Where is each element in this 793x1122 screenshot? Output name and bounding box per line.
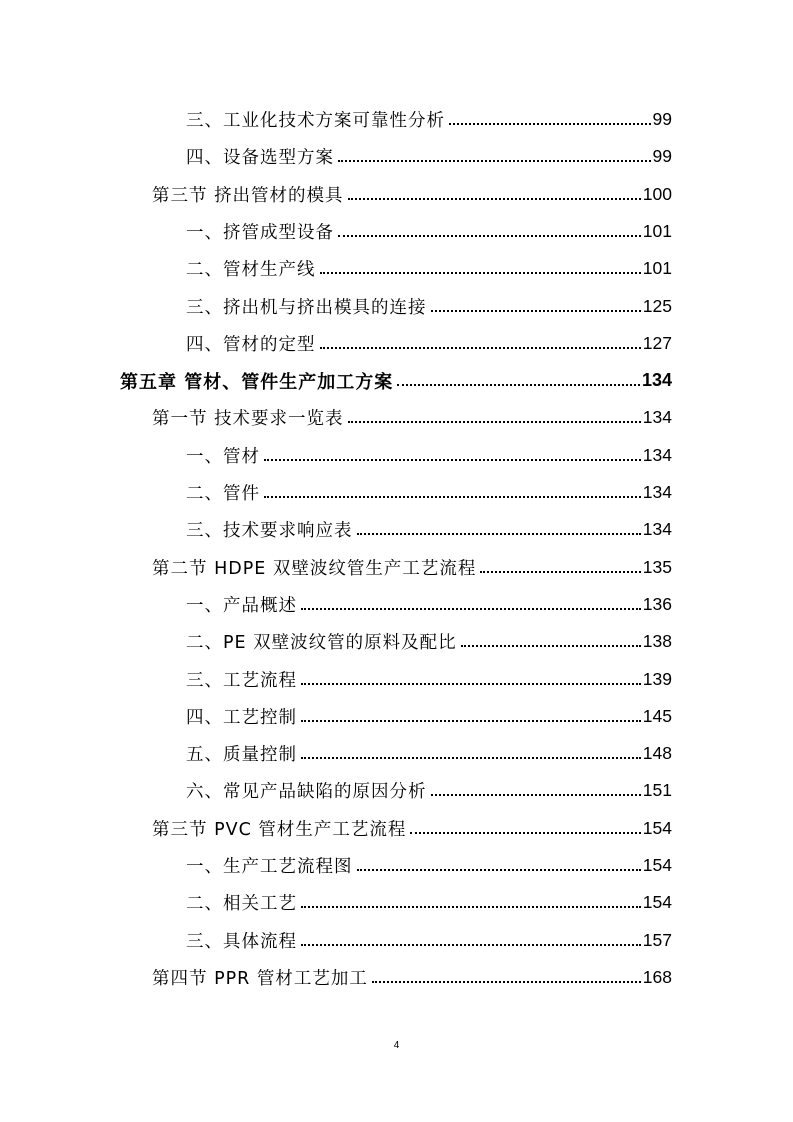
page-number: 4 bbox=[393, 1040, 400, 1051]
toc-subsection-entry[interactable] bbox=[186, 772, 672, 809]
toc-entry-page: 135 bbox=[642, 556, 672, 577]
toc-entry-title: 二、管件 bbox=[186, 484, 260, 504]
toc-section-entry[interactable] bbox=[152, 959, 672, 996]
toc-entry-title: 二、PE 双壁波纹管的原料及配比 bbox=[186, 633, 457, 654]
dot-leader bbox=[301, 683, 641, 685]
toc-entry-title: 三、挤出机与挤出模具的连接 bbox=[186, 297, 427, 318]
dot-leader bbox=[348, 198, 641, 200]
toc-entry-page: 139 bbox=[642, 668, 672, 689]
toc-entry-page: 134 bbox=[642, 407, 672, 428]
toc-entry-page: 145 bbox=[642, 705, 672, 726]
toc-subsection-entry[interactable] bbox=[186, 250, 672, 287]
dot-leader bbox=[397, 384, 640, 386]
toc-entry-title: 三、工业化技术方案可靠性分析 bbox=[186, 111, 445, 131]
toc-entry-title: 第四节 PPR 管材工艺加工 bbox=[152, 968, 368, 989]
toc-entry-title: 一、管材 bbox=[186, 446, 260, 467]
toc-subsection-entry[interactable] bbox=[186, 847, 672, 884]
toc-subsection-entry[interactable] bbox=[186, 698, 672, 735]
toc-entry-title: 二、相关工艺 bbox=[186, 894, 297, 915]
toc-chapter-entry[interactable] bbox=[120, 362, 672, 399]
toc-entry-page: 101 bbox=[642, 220, 672, 241]
toc-subsection-entry[interactable] bbox=[186, 288, 672, 325]
toc-entry-page: 99 bbox=[652, 146, 672, 167]
dot-leader bbox=[320, 272, 641, 274]
toc-entry-title: 五、质量控制 bbox=[186, 745, 297, 766]
toc-entry-title: 第五章 管材、管件生产加工方案 bbox=[120, 371, 394, 393]
dot-leader bbox=[338, 235, 641, 237]
toc-entry-page: 168 bbox=[642, 966, 672, 987]
toc-entry-title: 一、生产工艺流程图 bbox=[186, 857, 353, 877]
toc-entry-title: 四、工艺控制 bbox=[186, 707, 297, 728]
dot-leader bbox=[372, 981, 641, 983]
toc-subsection-entry[interactable] bbox=[186, 437, 672, 474]
toc-section-entry[interactable] bbox=[152, 176, 672, 213]
toc-entry-title: 三、技术要求响应表 bbox=[186, 521, 353, 542]
toc-subsection-entry[interactable] bbox=[186, 101, 672, 138]
toc-entry-page: 157 bbox=[642, 929, 672, 950]
toc-entry-page: 154 bbox=[642, 855, 672, 875]
dot-leader bbox=[264, 496, 641, 498]
dot-leader bbox=[301, 608, 641, 610]
dot-leader bbox=[357, 869, 641, 871]
toc-section-entry[interactable] bbox=[152, 399, 672, 436]
dot-leader bbox=[431, 310, 641, 312]
toc-entry-page: 127 bbox=[642, 332, 672, 353]
toc-section-entry[interactable] bbox=[152, 549, 672, 586]
toc-entry-page: 134 bbox=[641, 370, 672, 391]
toc-section-entry[interactable] bbox=[152, 810, 672, 847]
toc-subsection-entry[interactable] bbox=[186, 511, 672, 548]
toc-entry-page: 134 bbox=[642, 482, 672, 502]
toc-subsection-entry[interactable] bbox=[186, 213, 672, 250]
toc-subsection-entry[interactable] bbox=[186, 586, 672, 623]
dot-leader bbox=[431, 794, 641, 796]
toc-entry-title: 四、设备选型方案 bbox=[186, 148, 334, 169]
toc-entry-page: 99 bbox=[652, 109, 672, 129]
dot-leader bbox=[410, 832, 640, 834]
toc-entry-title: 四、管材的定型 bbox=[186, 334, 316, 355]
toc-subsection-entry[interactable] bbox=[186, 735, 672, 772]
toc-entry-page: 125 bbox=[642, 295, 672, 316]
toc-entry-title: 二、管材生产线 bbox=[186, 260, 316, 281]
dot-leader bbox=[301, 720, 641, 722]
toc-subsection-entry[interactable] bbox=[186, 474, 672, 511]
toc-subsection-entry[interactable] bbox=[186, 884, 672, 921]
toc-entry-page: 100 bbox=[642, 183, 672, 204]
toc-entry-page: 134 bbox=[642, 519, 672, 540]
toc-subsection-entry[interactable] bbox=[186, 325, 672, 362]
dot-leader bbox=[301, 757, 641, 759]
toc-entry-page: 136 bbox=[642, 593, 672, 614]
toc-entry-page: 101 bbox=[642, 258, 672, 279]
toc-entry-page: 148 bbox=[642, 743, 672, 764]
toc-subsection-entry[interactable] bbox=[186, 623, 672, 660]
toc-entry-title: 三、工艺流程 bbox=[186, 670, 297, 691]
toc-entry-title: 第一节 技术要求一览表 bbox=[152, 409, 344, 430]
toc-subsection-entry[interactable] bbox=[186, 922, 672, 959]
toc-entry-page: 138 bbox=[642, 631, 672, 652]
toc-entry-page: 154 bbox=[642, 817, 672, 838]
dot-leader bbox=[338, 160, 651, 162]
dot-leader bbox=[348, 421, 641, 423]
toc-entry-title: 一、产品概述 bbox=[186, 595, 297, 616]
dot-leader bbox=[461, 645, 641, 647]
dot-leader bbox=[264, 459, 641, 461]
toc-entry-title: 第二节 HDPE 双壁波纹管生产工艺流程 bbox=[152, 558, 477, 579]
dot-leader bbox=[301, 906, 641, 908]
dot-leader bbox=[357, 533, 641, 535]
toc-entry-title: 三、具体流程 bbox=[186, 931, 297, 952]
toc-entry-page: 154 bbox=[642, 892, 672, 913]
toc-entry-title: 六、常见产品缺陷的原因分析 bbox=[186, 782, 427, 803]
dot-leader bbox=[449, 123, 651, 125]
toc-entry-title: 第三节 挤出管材的模具 bbox=[152, 185, 344, 206]
toc-entry-page: 151 bbox=[642, 780, 672, 801]
toc-subsection-entry[interactable] bbox=[186, 661, 672, 698]
toc-entry-title: 第三节 PVC 管材生产工艺流程 bbox=[152, 819, 407, 840]
toc-entry-page: 134 bbox=[642, 444, 672, 465]
dot-leader bbox=[320, 347, 641, 349]
dot-leader bbox=[301, 944, 641, 946]
toc-entry-title: 一、挤管成型设备 bbox=[186, 222, 334, 243]
toc-subsection-entry[interactable] bbox=[186, 138, 672, 175]
dot-leader bbox=[480, 571, 640, 573]
